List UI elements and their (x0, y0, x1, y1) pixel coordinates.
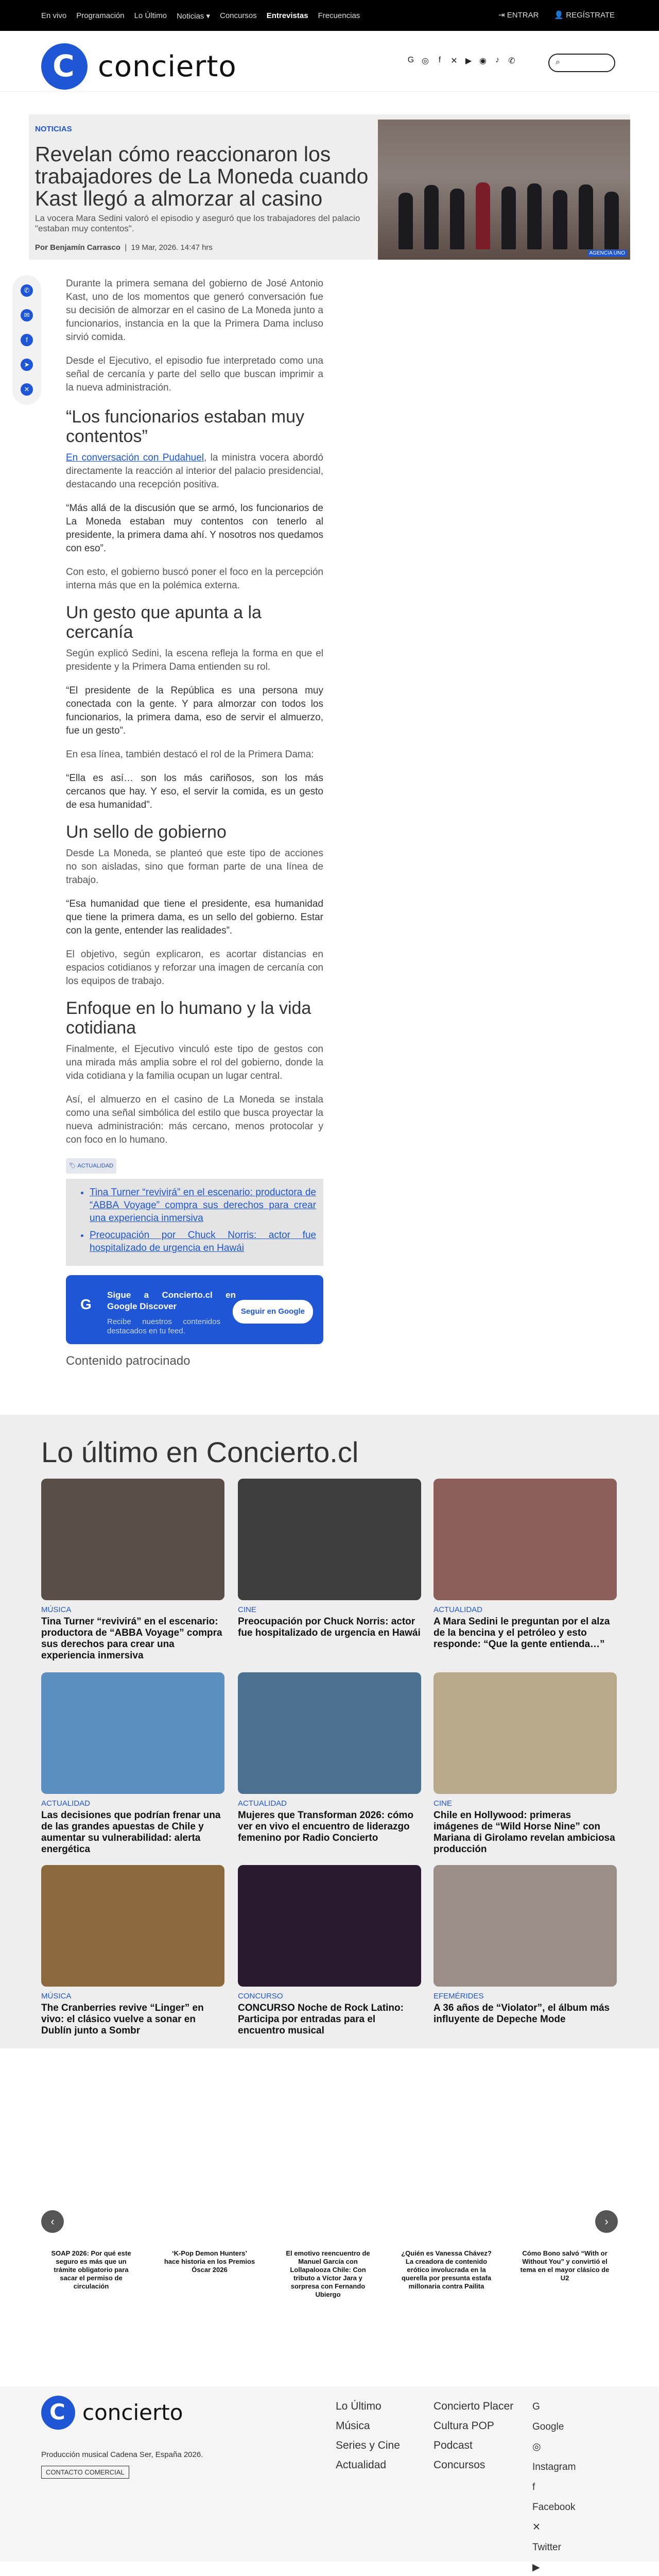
news-card[interactable] (433, 1479, 617, 1650)
youtube-icon: ▶ (532, 2562, 540, 2573)
x-icon[interactable]: ✕ (450, 57, 458, 65)
quote: “Esa humanidad que tiene el presidente, esa humanidad que tiene la primera dama, es un sello del gobierno. Estar con la gente, entender las realidades”. (66, 899, 323, 936)
article-meta: Por Benjamín Carrasco | 19 Mar, 2026. 14:47 hrs (35, 243, 213, 252)
section-heading: Un sello de gobierno (66, 822, 227, 842)
instagram-icon[interactable]: ◎ (422, 57, 429, 65)
footer-link[interactable]: Cultura POP (433, 2420, 494, 2432)
footer-social-link[interactable] (532, 2517, 577, 2557)
footer-logo-mark[interactable] (41, 2396, 75, 2430)
top-bar (0, 0, 659, 31)
logo-mark[interactable] (41, 43, 88, 90)
card-category[interactable]: ACTUALIDAD (238, 1799, 287, 1808)
image-credit: AGENCIA UNO (587, 250, 627, 257)
inline-link[interactable]: En conversación con Pudahuel (66, 452, 204, 463)
news-card[interactable] (238, 1672, 421, 1844)
person-figure (579, 184, 593, 249)
card-image[interactable] (41, 1672, 224, 1794)
hero-image (378, 120, 630, 260)
footer-social-label: Twitter (532, 2542, 561, 2553)
whatsapp-share-icon[interactable]: ✆ (21, 284, 33, 297)
author[interactable]: Por Benjamín Carrasco (35, 243, 120, 252)
footer-col-2 (433, 2397, 513, 2475)
carousel-item[interactable]: Cómo Bono salvó “With or Without You” y convirtió el tema en el mayor clásico de U2 (520, 2249, 610, 2282)
tiktok-icon[interactable]: ♪ (495, 56, 499, 64)
footer-logo-text[interactable]: concierto (82, 2400, 183, 2425)
paragraph: Desde La Moneda, se planteó que este tipo de acciones no son aisladas, sino que forman parte de una línea de trabajo. (66, 848, 323, 886)
person-figure (527, 183, 542, 249)
latest-title: Lo último en Concierto.cl (41, 1436, 359, 1468)
carousel-item[interactable]: ¿Quién es Vanessa Chávez? La creadora de contenido erótico involucrada en la querella por presunta estafa millonaria contra Pailita (401, 2249, 492, 2290)
follow-google-button[interactable]: Seguir en Google (233, 1300, 313, 1324)
facebook-share-icon[interactable]: f (21, 334, 33, 346)
x-share-icon[interactable]: ✕ (21, 383, 33, 396)
nav-concursos[interactable]: Concursos (220, 11, 257, 20)
nav-programacion[interactable]: Programación (76, 11, 125, 20)
card-title[interactable]: Las decisiones que podrían frenar una de las grandes apuestas de Chile y aumentar su vulnerabilidad: alerta energética (41, 1810, 221, 1855)
facebook-icon: f (532, 2482, 535, 2493)
article-subtitle: La vocera Mara Sedini valoró el episodio y aseguró que los trabajadores del palacio "estaban muy contentos". (35, 213, 360, 233)
footer-link[interactable]: Lo Último (336, 2400, 381, 2412)
youtube-icon[interactable]: ▶ (465, 57, 472, 65)
paragraph: Finalmente, el Ejecutivo vinculó este tipo de gestos con una mirada más amplia sobre el rol del gobierno, donde la vida cotidiana y la familia ocupan un lugar central. (66, 1044, 323, 1081)
carousel-item[interactable]: SOAP 2026: Por qué este seguro es más que un trámite obligatorio para sacar el permiso de circulación (51, 2249, 131, 2290)
card-title[interactable]: CONCURSO Noche de Rock Latino: Participa por entradas para el encuentro musical (238, 2003, 404, 2036)
spotify-icon[interactable]: ◉ (479, 57, 487, 65)
card-image[interactable] (238, 1672, 421, 1794)
card-title[interactable]: Mujeres que Transforman 2026: cómo ver en vivo el encuentro de liderazgo femenino por Radio Concierto (238, 1810, 414, 1843)
person-figure (501, 187, 516, 249)
footer-link[interactable]: Podcast (433, 2439, 473, 2451)
top-nav (41, 11, 360, 21)
news-card[interactable] (41, 1479, 224, 1662)
quote: “Ella es así… son los más cariñosos, son los más cercanos que hay. Y eso, el servir la comida, es un gesto de esa humanidad”. (66, 773, 323, 810)
related-link[interactable]: • Preocupación por Chuck Norris: actor fue hospitalizado de urgencia en Hawái (90, 1229, 316, 1255)
nav-frecuencias[interactable]: Frecuencias (318, 11, 360, 20)
card-image[interactable] (433, 1672, 617, 1794)
section-heading: Enfoque en lo humano y la vida cotidiana (66, 998, 311, 1038)
card-category[interactable]: ACTUALIDAD (433, 1605, 483, 1614)
site-header (0, 31, 659, 92)
paragraph: El objetivo, según explicaron, es acortar distancias en espacios cotidianos y reforzar una imagen de cercanía con los equipos de trabajo. (66, 949, 323, 987)
news-card[interactable] (238, 1479, 421, 1639)
card-image[interactable] (433, 1865, 617, 1987)
logo-text[interactable]: concierto (98, 50, 237, 83)
card-category[interactable]: CINE (238, 1605, 256, 1614)
facebook-icon[interactable]: f (438, 56, 441, 64)
card-category[interactable]: MÚSICA (41, 1992, 72, 2001)
login-link[interactable] (498, 10, 539, 20)
person-figure (398, 193, 413, 249)
person-figure (476, 182, 490, 249)
article-title: Revelan cómo reaccionaron los trabajadores de La Moneda cuando Kast llegó a almorzar al casino (35, 142, 369, 210)
news-card[interactable] (41, 1865, 224, 2037)
discover-subtitle: Recibe nuestros contenidos destacados en tu feed. (107, 1317, 220, 1335)
footer-social-link[interactable] (532, 2397, 577, 2437)
nav-entrevistas[interactable]: Entrevistas (266, 11, 308, 20)
footer-social-link[interactable] (532, 2557, 577, 2576)
paragraph: Durante la primera semana del gobierno de José Antonio Kast, uno de los momentos que generó conversación fue su decisión de almorzar en el casino de La Moneda junto a funcionarios, instancia en la que la Primera Dama incluso sirvió comida. (66, 278, 323, 343)
card-image[interactable] (433, 1479, 617, 1600)
header-social (407, 56, 516, 66)
card-title[interactable]: A 36 años de “Violator”, el álbum más influyente de Depeche Mode (433, 2003, 610, 2025)
paragraph: Así, el almuerzo en el casino de La Moneda se instala como una señal simbólica del estilo que busca proyectar la nueva administración: más cercano, menos protocolar y con foco en lo humano. (66, 1094, 323, 1145)
person-figure (553, 190, 567, 249)
article-hero (29, 114, 630, 260)
discover-title: Sigue a Concierto.cl en Google Discover (107, 1290, 236, 1311)
google-discover-banner (66, 1275, 323, 1344)
footer-logo-letter: C (49, 2399, 65, 2425)
section-heading: Un gesto que apunta a la cercanía (66, 603, 262, 642)
instagram-icon: ◎ (532, 2442, 541, 2452)
search-input[interactable] (548, 54, 615, 72)
nav-noticias[interactable]: Noticias ▾ (176, 12, 210, 21)
article-body (66, 277, 323, 1368)
contact-button[interactable]: CONTACTO COMERCIAL (41, 2466, 129, 2479)
whatsapp-icon[interactable]: ✆ (508, 57, 515, 65)
carousel-next-button[interactable]: › (595, 2210, 618, 2233)
carousel-prev-button[interactable]: ‹ (41, 2210, 64, 2233)
card-title[interactable]: The Cranberries revive “Linger” en vivo: el clásico vuelve a sonar en Dublín junto a Sombr (41, 2003, 204, 2036)
news-card[interactable] (238, 1865, 421, 2037)
footer-social-label: Facebook (532, 2502, 576, 2513)
tag-label: ACTUALIDAD (77, 1163, 114, 1169)
paragraph: Según explicó Sedini, la escena refleja la forma en que el presidente y la Primera Dama entienden su rol. (66, 648, 323, 672)
paragraph: En esa línea, también destacó el rol de la Primera Dama: (66, 749, 314, 760)
footer-link[interactable]: Series y Cine (336, 2439, 400, 2451)
register-label: REGÍSTRATE (566, 11, 615, 20)
footer-col-1 (336, 2397, 400, 2475)
paragraph (66, 451, 323, 492)
card-category[interactable]: MÚSICA (41, 1605, 72, 1614)
account-links (498, 10, 615, 20)
news-card[interactable] (41, 1672, 224, 1855)
register-link[interactable] (554, 10, 615, 20)
person-figure (424, 185, 439, 249)
article-tag[interactable] (66, 1158, 116, 1174)
google-icon: G (80, 1296, 92, 1312)
card-category[interactable]: CINE (433, 1799, 452, 1808)
login-label: ENTRAR (507, 11, 539, 20)
footer-social-link[interactable] (532, 2437, 577, 2477)
nav-en-vivo[interactable]: En vivo (41, 11, 67, 20)
paragraph-text: , la ministra vocera abordó directamente la reacción al interior del palacio presidencial, destacando una recepción positiva. (66, 452, 323, 490)
sponsored-heading: Contenido patrocinado (66, 1354, 190, 1368)
nav-lo-ultimo[interactable]: Lo Último (134, 11, 167, 20)
publish-date: 19 Mar, 2026. 14:47 hrs (131, 243, 213, 252)
card-category[interactable]: EFEMÉRIDES (433, 1992, 484, 2001)
logo-letter: C (53, 48, 75, 83)
paragraph: Desde el Ejecutivo, el episodio fue interpretado como una señal de cercanía y parte del sello que buscan imprimir a la nueva administración. (66, 355, 323, 393)
card-title[interactable]: Preocupación por Chuck Norris: actor fue hospitalizado de urgencia en Hawái (238, 1616, 421, 1638)
footer-social-label: Instagram (532, 2462, 576, 2472)
card-image[interactable] (238, 1865, 421, 1987)
share-bar (12, 275, 41, 405)
person-figure (604, 192, 619, 249)
quote: “Más allá de la discusión que se armó, los funcionarios de La Moneda estaban muy contentos con tenerlo al presidente, la primera dama ahí. Y nosotros nos quedamos con eso”. (66, 503, 323, 554)
google-icon: G (532, 2401, 540, 2412)
news-card[interactable] (433, 1865, 617, 2025)
video-carousel (0, 2187, 659, 2336)
site-footer (0, 2386, 659, 2573)
card-title[interactable]: Chile en Hollywood: primeras imágenes de “Wild Horse Nine” con Mariana di Girolamo revelan ambiciosa producción (433, 1810, 615, 1855)
related-link[interactable]: • Tina Turner “revivirá” en el escenario: productora de “ABBA Voyage” compra sus derechos para crear una experiencia inmersiva (90, 1186, 316, 1225)
footer-link[interactable]: Concierto Placer (433, 2400, 514, 2412)
footer-link[interactable]: Concursos (433, 2459, 485, 2471)
person-figure (450, 189, 464, 249)
related-links (66, 1179, 323, 1266)
login-icon: ⇥ (498, 11, 507, 20)
carousel-item[interactable]: El emotivo reencuentro de Manuel García con Lollapalooza Chile: Con tributo a Víctor Jara y sorpresa con Fernando Ubiergo (286, 2249, 370, 2298)
carousel-item[interactable]: ‘K-Pop Demon Hunters’ hace historia en los Premios Óscar 2026 (164, 2249, 255, 2274)
google-icon[interactable]: G (407, 56, 414, 64)
footer-link[interactable]: Actualidad (336, 2459, 387, 2471)
card-image[interactable] (238, 1479, 421, 1600)
card-title[interactable]: Tina Turner “revivirá” en el escenario: productora de “ABBA Voyage” compra sus derechos para crear una experiencia inmersiva (41, 1616, 222, 1661)
footer-social (532, 2397, 577, 2576)
section-heading: “Los funcionarios estaban muy contentos” (66, 407, 305, 446)
footer-social-link[interactable] (532, 2477, 577, 2517)
quote: “El presidente de la República es una persona muy conectada con la gente. Y para almorzar con todos los funcionarios, la primera dama, eso de servir el almuerzo, fue un gesto”. (66, 685, 323, 736)
news-card[interactable] (433, 1672, 617, 1855)
card-image[interactable] (41, 1479, 224, 1600)
footer-production: Producción musical Cadena Ser, España 2026. (41, 2450, 203, 2459)
user-icon: 👤 (554, 11, 566, 20)
telegram-share-icon[interactable]: ➤ (21, 359, 33, 371)
search-icon: ⌕ (556, 58, 560, 66)
footer-link[interactable]: Música (336, 2420, 370, 2432)
footer-social-label: Google (532, 2421, 564, 2432)
section-tag[interactable]: NOTICIAS (35, 125, 72, 133)
messenger-share-icon[interactable]: ✉ (21, 309, 33, 321)
x-icon: ✕ (532, 2522, 541, 2533)
paragraph: Con esto, el gobierno buscó poner el foco en la percepción interna más que en la polémica externa. (66, 567, 323, 591)
card-category[interactable]: ACTUALIDAD (41, 1799, 91, 1808)
tag-icon: 🏷 (69, 1163, 78, 1169)
card-title[interactable]: A Mara Sedini le preguntan por el alza de la bencina y el petróleo y esto responde: “Que la gente entienda…” (433, 1616, 610, 1650)
card-image[interactable] (41, 1865, 224, 1987)
card-category[interactable]: CONCURSO (238, 1992, 283, 2001)
